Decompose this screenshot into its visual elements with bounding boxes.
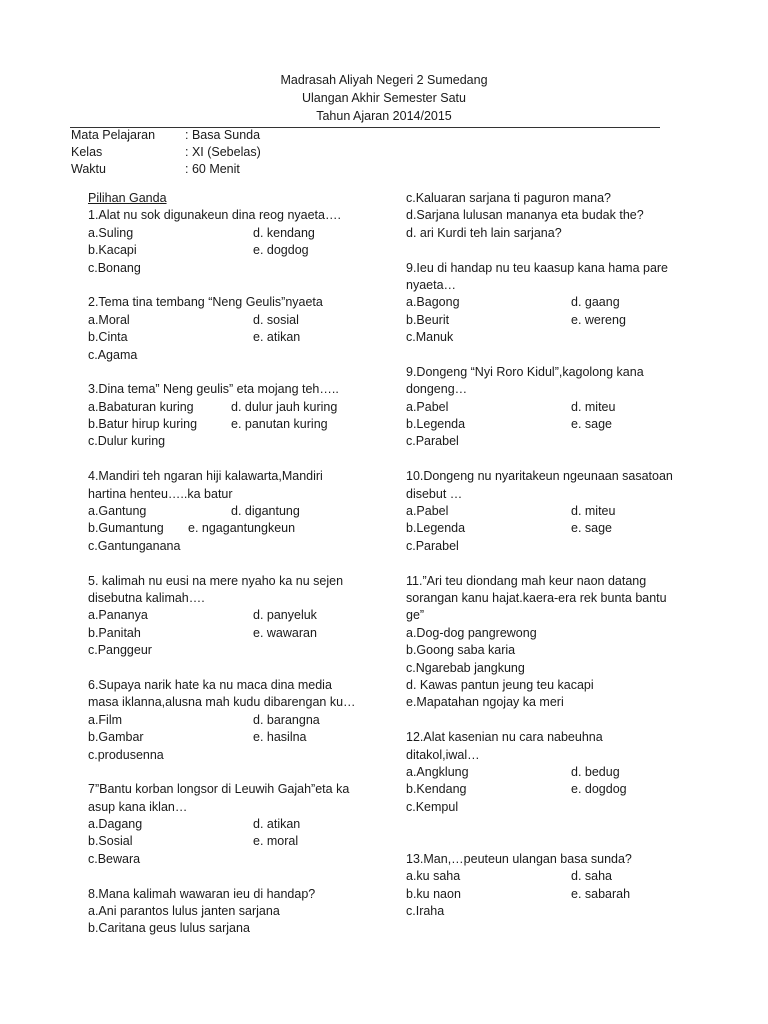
option-b: d. miteu bbox=[571, 399, 616, 414]
spacer bbox=[406, 242, 696, 259]
question-line: 12.Alat kasenian nu cara nabeuhna bbox=[406, 730, 603, 745]
option-a: a.Pananya bbox=[88, 608, 148, 623]
question-line: c.Agama bbox=[88, 347, 138, 362]
question-line: c.Manuk bbox=[406, 330, 454, 345]
option-row bbox=[88, 520, 378, 537]
option-row bbox=[88, 625, 378, 642]
question-line: a.Ani parantos lulus janten sarjana bbox=[88, 904, 280, 919]
question-line: 4.Mandiri teh ngaran hiji kalawarta,Mandiri bbox=[88, 469, 323, 484]
question-line: masa iklanna,alusna mah kudu dibarengan ku… bbox=[88, 695, 356, 710]
question-line: disebutna kalimah…. bbox=[88, 590, 205, 605]
spacer bbox=[88, 555, 378, 572]
option-a: b.Kendang bbox=[406, 782, 467, 797]
option-b: d. atikan bbox=[253, 817, 301, 832]
question-line: 8.Mana kalimah wawaran ieu di handap? bbox=[88, 886, 316, 901]
option-b: e. ngagantungkeun bbox=[188, 521, 296, 536]
academic-year: Tahun Ajaran 2014/2015 bbox=[316, 109, 452, 123]
option-row bbox=[88, 833, 378, 850]
question-line: 5. kalimah nu eusi na mere nyaho ka nu sejen bbox=[88, 573, 344, 588]
question-line: c.Dulur kuring bbox=[88, 434, 166, 449]
question-line: b.Caritana geus lulus sarjana bbox=[88, 921, 250, 936]
option-row bbox=[406, 764, 696, 781]
option-row bbox=[406, 399, 696, 416]
spacer bbox=[406, 712, 696, 729]
question-line: hartina henteu…..ka batur bbox=[88, 486, 233, 501]
option-row bbox=[88, 503, 378, 520]
option-b: d. panyeluk bbox=[253, 608, 317, 623]
question-line: d.Sarjana lulusan mananya eta budak the? bbox=[406, 208, 644, 223]
option-a: a.Dagang bbox=[88, 817, 143, 832]
question-line: disebut … bbox=[406, 486, 463, 501]
option-b: d. bedug bbox=[571, 764, 620, 779]
option-row bbox=[88, 242, 378, 259]
spacer bbox=[88, 764, 378, 781]
option-b: e. wawaran bbox=[253, 625, 317, 640]
option-a: b.Batur hirup kuring bbox=[88, 417, 198, 432]
info-value: : Basa Sunda bbox=[185, 128, 261, 142]
option-b: e. sage bbox=[571, 521, 613, 536]
option-b: e. moral bbox=[253, 834, 299, 849]
option-a: b.Cinta bbox=[88, 330, 128, 345]
question-line: c.produsenna bbox=[88, 747, 164, 762]
question-line: c.Bonang bbox=[88, 260, 141, 275]
question-line: sorangan kanu hajat.kaera-era rek bunta bantu bbox=[406, 590, 667, 605]
option-b: e. sage bbox=[571, 417, 613, 432]
option-b: e. dogdog bbox=[571, 782, 627, 797]
option-a: b.Beurit bbox=[406, 312, 450, 327]
option-a: a.Bagong bbox=[406, 295, 460, 310]
option-b: e. hasilna bbox=[253, 730, 307, 745]
question-line: c.Bewara bbox=[88, 851, 141, 866]
question-line: a.Dog-dog pangrewong bbox=[406, 625, 537, 640]
question-line: 11.”Ari teu diondang mah keur naon datang bbox=[406, 573, 647, 588]
option-row bbox=[406, 868, 696, 885]
document-header bbox=[0, 71, 768, 125]
spacer bbox=[88, 451, 378, 468]
option-b: d. kendang bbox=[253, 225, 315, 240]
option-a: a.Angklung bbox=[406, 764, 469, 779]
option-a: b.Sosial bbox=[88, 834, 133, 849]
question-line: dongeng… bbox=[406, 382, 468, 397]
option-a: a.Suling bbox=[88, 225, 134, 240]
option-row bbox=[88, 312, 378, 329]
info-value: : XI (Sebelas) bbox=[185, 145, 261, 159]
question-line: c.Parabel bbox=[406, 538, 459, 553]
option-b: e. wereng bbox=[571, 312, 626, 327]
spacer bbox=[406, 347, 696, 364]
question-line: 3.Dina tema” Neng geulis” eta mojang teh….. bbox=[88, 382, 339, 397]
question-line: 13.Man,…peuteun ulangan basa sunda? bbox=[406, 851, 632, 866]
option-a: b.Gumantung bbox=[88, 521, 164, 536]
option-b: d. digantung bbox=[231, 504, 300, 519]
question-line: asup kana iklan… bbox=[88, 799, 188, 814]
spacer bbox=[406, 555, 696, 572]
question-line: 7”Bantu korban longsor di Leuwih Gajah”eta ka bbox=[88, 782, 350, 797]
question-line: c.Iraha bbox=[406, 904, 445, 919]
option-row bbox=[406, 503, 696, 520]
info-label: Waktu bbox=[71, 162, 106, 176]
option-b: e. sabarah bbox=[571, 886, 631, 901]
spacer bbox=[88, 277, 378, 294]
header-divider bbox=[70, 127, 660, 128]
option-a: a.Gantung bbox=[88, 504, 147, 519]
option-row bbox=[406, 886, 696, 903]
option-a: b.Panitah bbox=[88, 625, 141, 640]
option-a: b.Legenda bbox=[406, 417, 466, 432]
option-a: a.Moral bbox=[88, 312, 130, 327]
spacer bbox=[406, 816, 696, 833]
option-row bbox=[406, 520, 696, 537]
info-value: : 60 Menit bbox=[185, 162, 240, 176]
option-b: d. dulur jauh kuring bbox=[231, 399, 338, 414]
question-line: 10.Dongeng nu nyaritakeun ngeunaan sasatoan bbox=[406, 469, 673, 484]
option-a: a.ku saha bbox=[406, 869, 461, 884]
option-b: d. miteu bbox=[571, 504, 616, 519]
question-line: c.Gantunganana bbox=[88, 538, 181, 553]
question-line: d. ari Kurdi teh lain sarjana? bbox=[406, 225, 562, 240]
info-label: Kelas bbox=[71, 145, 103, 159]
option-a: b.Legenda bbox=[406, 521, 466, 536]
option-row bbox=[88, 816, 378, 833]
question-line: c.Parabel bbox=[406, 434, 459, 449]
exam-title: Ulangan Akhir Semester Satu bbox=[302, 91, 466, 105]
spacer bbox=[406, 833, 696, 850]
option-b: d. sosial bbox=[253, 312, 299, 327]
question-line: 9.Ieu di handap nu teu kaasup kana hama pare bbox=[406, 260, 669, 275]
option-row bbox=[88, 712, 378, 729]
section-title: Pilihan Ganda bbox=[88, 191, 167, 205]
option-row bbox=[88, 225, 378, 242]
option-b: d. barangna bbox=[253, 712, 320, 727]
option-row bbox=[88, 399, 378, 416]
question-line: ditakol,iwal… bbox=[406, 747, 480, 762]
question-line: c.Kempul bbox=[406, 799, 459, 814]
option-a: b.ku naon bbox=[406, 886, 461, 901]
question-line: d. Kawas pantun jeung teu kacapi bbox=[406, 677, 594, 692]
question-line: c.Kaluaran sarjana ti paguron mana? bbox=[406, 191, 611, 205]
option-row bbox=[88, 729, 378, 746]
option-row bbox=[406, 312, 696, 329]
option-row bbox=[88, 416, 378, 433]
question-line: c.Panggeur bbox=[88, 643, 152, 658]
option-row bbox=[406, 781, 696, 798]
question-line: 2.Tema tina tembang “Neng Geulis”nyaeta bbox=[88, 295, 323, 310]
option-row bbox=[406, 416, 696, 433]
option-a: a.Film bbox=[88, 712, 123, 727]
option-b: d. gaang bbox=[571, 295, 620, 310]
questions-left-column bbox=[88, 190, 378, 938]
questions-right-column bbox=[406, 190, 696, 920]
option-b: e. atikan bbox=[253, 330, 301, 345]
school-name: Madrasah Aliyah Negeri 2 Sumedang bbox=[280, 73, 488, 87]
question-line: nyaeta… bbox=[406, 277, 457, 292]
spacer bbox=[406, 451, 696, 468]
info-label: Mata Pelajaran bbox=[71, 128, 156, 142]
option-b: e. dogdog bbox=[253, 243, 309, 258]
option-row bbox=[88, 329, 378, 346]
option-b: e. panutan kuring bbox=[231, 417, 328, 432]
option-b: d. saha bbox=[571, 869, 613, 884]
question-line: 6.Supaya narik hate ka nu maca dina media bbox=[88, 677, 332, 692]
spacer bbox=[88, 868, 378, 885]
question-line: b.Goong saba karia bbox=[406, 643, 516, 658]
spacer bbox=[88, 364, 378, 381]
option-row bbox=[406, 294, 696, 311]
question-line: 9.Dongeng “Nyi Roro Kidul”,kagolong kana bbox=[406, 364, 644, 379]
question-line: c.Ngarebab jangkung bbox=[406, 660, 525, 675]
spacer bbox=[88, 660, 378, 677]
option-a: a.Babaturan kuring bbox=[88, 399, 194, 414]
question-line: 1.Alat nu sok digunakeun dina reog nyaeta…. bbox=[88, 208, 341, 223]
option-a: b.Kacapi bbox=[88, 243, 137, 258]
option-a: a.Pabel bbox=[406, 504, 449, 519]
option-row bbox=[88, 607, 378, 624]
option-a: b.Gambar bbox=[88, 730, 144, 745]
option-a: a.Pabel bbox=[406, 399, 449, 414]
question-line: e.Mapatahan ngojay ka meri bbox=[406, 695, 564, 710]
question-line: ge” bbox=[406, 608, 425, 623]
